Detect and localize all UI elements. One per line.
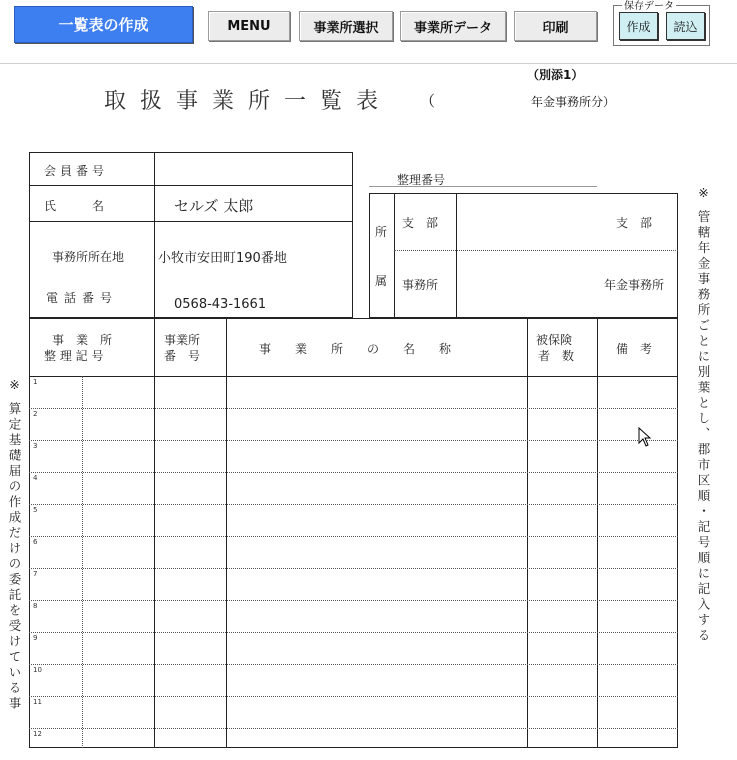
name-value[interactable]: セルズ 太郎 [174,197,254,215]
ref-no-label: 整理番号 [397,173,446,187]
row-number: 9 [33,634,38,642]
table-row[interactable] [29,696,678,728]
affiliation-table [369,193,678,318]
address-label: 事務所所在地 [52,250,125,264]
col-remarks-header: 備 考 [616,342,653,356]
ref-no-underline [369,186,597,187]
row-divider [29,568,678,569]
col-insured-header-2: 者 数 [538,349,575,363]
branch-label: 支 部 [402,216,439,230]
row-divider [29,536,678,537]
phone-value[interactable]: 0568-43-1661 [174,297,267,312]
row-divider [29,504,678,505]
col-no-header-1: 事業所 [164,333,201,347]
row-divider [29,440,678,441]
divider [394,193,395,318]
save-load-button[interactable]: 読込 [666,12,705,40]
title-paren: （ [420,92,436,110]
row-number: 7 [33,570,38,578]
col-no-header-2: 番 号 [164,349,201,363]
pension-office-part: 年金事務所分） [531,95,616,109]
table-row[interactable] [29,408,678,440]
row-number: 4 [33,474,38,482]
branch-suffix: 支 部 [616,216,653,230]
divider [29,185,353,186]
address-value[interactable]: 小牧市安田町190番地 [158,251,287,266]
row-number: 5 [33,506,38,514]
office-label: 事務所 [402,278,439,292]
table-row[interactable] [29,568,678,600]
office-suffix: 年金事務所 [604,278,665,292]
affiliation-label-2: 属 [375,274,388,288]
row-divider [29,632,678,633]
row-number: 6 [33,538,38,546]
row-number: 11 [33,698,42,706]
row-divider [29,600,678,601]
table-row[interactable] [29,376,678,408]
table-row[interactable] [29,664,678,696]
row-number: 8 [33,602,38,610]
toolbar-separator [0,63,737,64]
table-row[interactable] [29,440,678,472]
page-title: 取扱事業所一覧表 [104,89,393,114]
menu-button[interactable]: MENU [208,11,290,41]
left-note: ※ 算定基礎届の作成だけの委託を受けている事 [7,377,22,712]
divider [456,193,457,318]
table-row[interactable] [29,632,678,664]
table-row[interactable] [29,728,678,760]
affiliation-label-1: 所 [375,225,388,239]
row-divider [29,664,678,665]
divider [29,221,353,222]
name-label: 氏 名 [44,199,105,213]
divider [154,152,155,318]
row-number: 10 [33,666,42,674]
table-row[interactable] [29,504,678,536]
divider [394,250,678,251]
attachment-label: （別添1） [527,68,584,82]
col-insured-header-1: 被保険 [536,333,573,347]
mouse-cursor-icon [638,427,652,447]
select-office-button[interactable]: 事業所選択 [299,11,393,41]
col-ref-header-1: 事 業 所 [52,333,113,347]
col-ref-header-2: 整 理 記 号 [44,349,104,363]
save-data-label: 保存データ [622,0,676,12]
row-divider [29,696,678,697]
right-note: ※ 管轄年金事務所ごとに別葉とし、郡市区順・記号順に記入する [696,185,711,644]
row-number: 1 [33,378,38,386]
phone-label: 電話番号 [46,291,119,305]
table-row[interactable] [29,600,678,632]
member-no-label: 会員番号 [44,164,109,178]
office-data-button[interactable]: 事業所データ [400,11,506,41]
create-list-button[interactable]: 一覧表の作成 [14,6,193,43]
table-row[interactable] [29,472,678,504]
save-create-button[interactable]: 作成 [619,12,658,40]
print-button[interactable]: 印刷 [514,11,597,41]
row-number: 12 [33,730,42,738]
table-row[interactable] [29,536,678,568]
col-name-header: 事 業 所 の 名 称 [259,342,452,356]
row-number: 3 [33,442,38,450]
row-number: 2 [33,410,38,418]
row-divider [29,728,678,729]
row-divider [29,408,678,409]
row-divider [29,472,678,473]
